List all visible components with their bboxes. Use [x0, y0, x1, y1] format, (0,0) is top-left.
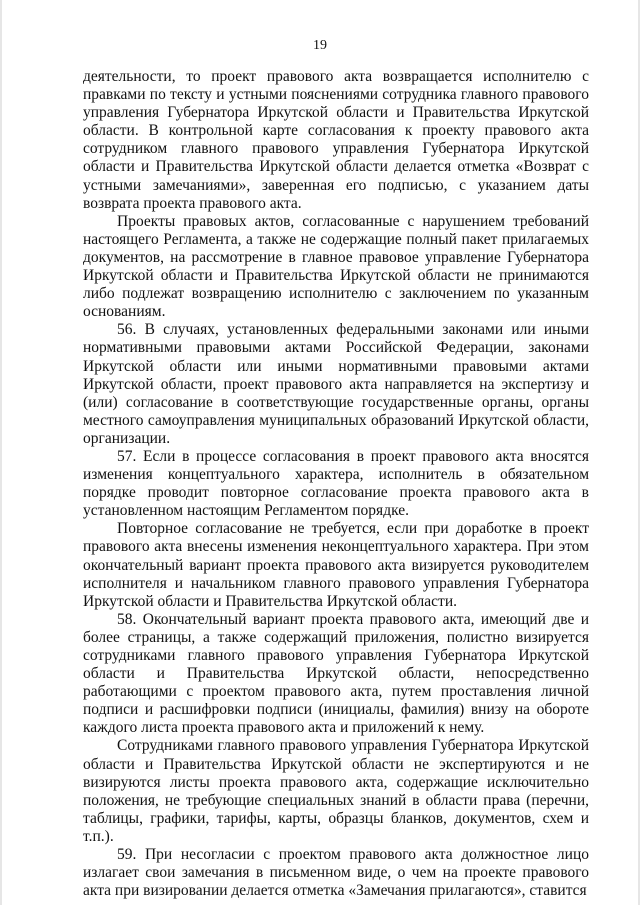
paragraph: Проекты правовых актов, согласованные с нарушением требований настоящего Регламента, а также не содержащие полный пакет прилагаемых документов, на рассмотрение в главное правовое управление Губернатора Иркутской области и Правительства Иркутской области не принимаются либо подлежат возвращению исполнителю с заключением по указанным основаниям. — [83, 212, 589, 321]
paragraph: Сотрудниками главного правового управления Губернатора Иркутской области и Правительства Иркутской области не экспертируются и не визируются листы проекта правового акта, содержащие исключительно положения, не требующие специальных знаний в области права (перечни, таблицы, графики, тарифы, карты, образцы бланков, документов, схем и т.п.). — [83, 737, 589, 845]
paragraph-item-57: 57. Если в процессе согласования в проект правового акта вносятся изменения концептуального характера, исполнитель в обязательном порядке проводит повторное согласование проекта правового акта в установленном настоящим Регламентом порядке. — [83, 447, 589, 520]
paragraph-item-58: 58. Окончательный вариант проекта правового акта, имеющий две и более страницы, а также содержащий приложения, полистно визируется сотрудниками главного правового управления Губернатора Иркутской области и Правительства Иркутской области, непосредственно работающими с проектом правового акта, путем проставления личной подписи и расшифровки подписи (инициалы, фамилия) внизу на обороте каждого листа проекта правового акта и приложений к нему. — [83, 610, 589, 737]
paragraph-item-59: 59. При несогласии с проектом правового акта должностное лицо излагает свои замечания в письменном виде, о чем на проекте правового акта при визировании делается отметка «Замечания прилагаются», ставится — [83, 846, 589, 900]
paragraph-item-56: 56. В случаях, установленных федеральными законами или иными нормативными правовыми актами Российской Федерации, законами Иркутской области или иными нормативными правовыми актами Иркутской области, проект правового акта направляется на экспертизу и (или) согласование в соответствующие государственные органы, органы местного самоуправления муниципальных образований Иркутской области, организации. — [83, 321, 589, 447]
scan-edge-left — [0, 0, 2, 905]
paragraph: Повторное согласование не требуется, если при доработке в проект правового акта внесены изменения неконцептуального характера. При этом окончательный вариант проекта правового акта визируется руководителем исполнителя и начальником главного правового управления Губернатора Иркутской области и Правительства Иркутской области. — [83, 520, 589, 610]
paragraph-continuation: деятельности, то проект правового акта возвращается исполнителю с правками по тексту и устными пояснениями сотрудника главного правового управления Губернатора Иркутской области и Правительства Иркутской области. В контрольной карте согласования к проекту правового акта сотрудником главного правового управления Губернатора Иркутской области и Правительства Иркутской области делается отметка «Возврат с устными замечаниями», заверенная его подписью, с указанием даты возврата проекта правового акта. — [83, 68, 589, 212]
page-number: 19 — [313, 38, 327, 53]
document-body — [83, 68, 589, 900]
